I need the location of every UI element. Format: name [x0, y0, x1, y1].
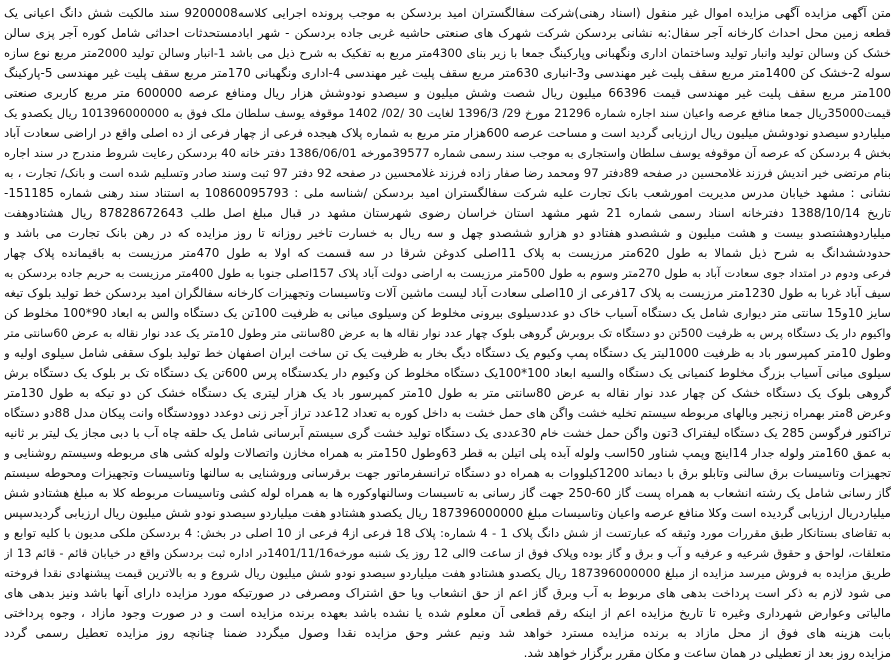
notice-line: مالیاتی وعوارض شهرداری وغیره تا تاریخ مزایده اعم از اینکه رقم قطعی آن معلوم شده یا نشده باشد بعهده برنده مزایده است و در صورت وجود مازاد ، وجوه پرداختی — [4, 606, 891, 620]
notice-line: بابت هزینه های فوق از محل مازاد به برنده مزایده مسترد خواهد شد ونیم عشر وحق مزایده نقدا وصول میگردد ضمنا چنانچه روز مزایده تعطیل رسمی گردد — [4, 626, 891, 640]
notice-line: میلیاردو سیصدو نودوشش میلیون ریال ارزیابی گردید است و مساحت عرصه 600هزار متر مربع به شماره پلاک هیجده فرعی از چهار فرعی از ده اصلی واقع در اراضی سعادت آباد — [4, 126, 891, 140]
notice-line: فرعی ودوم در امتداد جوی سعادت آباد به طول 270متر وسوم به طول 500متر مرزیست به اراضی دولت آباد پلاک 157اصلی جنوبا به طول 400متر مرزیست به حریم جاده بردسکن به — [4, 266, 891, 280]
notice-line: تاریخ 1388/10/14 دفترخانه اسناد رسمی شماره 21 شهر مشهد استان خراسان رضوی شهرستان مشهد در قبال مبلغ اصل طلب 87828672643 ریال هشتادوهفت — [4, 206, 891, 220]
notice-line: سیف آباد غربا به طول 1230متر مرزیست به پلاک 17فرعی از 10اصلی سعادت آباد لیست ماشین آلات وتاسیسات وتجهیزات کارخانه سفالگران امید بردسکن خط تولید بلوک تیغه — [4, 286, 891, 300]
notice-line: گروهی بلوک یک دستگاه خشک کن چهار عدد نوار نقاله به عرض 80سانتی متر به طول 10متر کمپرسور باد یک هزار لیتری یک دستگاه خشک کن دو تیکه به طول 130متر — [4, 386, 891, 400]
notice-line: متن آگهی مزایده آگهی مزایده اموال غیر منقول (اسناد رهنی)شرکت سفالگستران امید بردسکن به موجب پرونده اجرایی کلاسه9200008 سند مالکیت شش دانگ اعیانی یک — [4, 6, 891, 20]
notice-line: قطعه زمین محل احداث کارخانه آجر سفال:به نشانی بردسکن شرکت شهرک های صنعتی حاشیه غربی جاده بردسکن - شهر ابادمستحدثات احداثی شامل کوره آجر پزی سالن — [4, 26, 891, 40]
notice-line: میلیاردریال ارزیابی گردیده است وکلا منافع عرصه واعیان وتاسیسات مبلغ 187396000000 ریال یکصدو هشتادو هفت میلیاردو سیصدو نودو شش میلیون ریال ارزیابی گردیدسپس — [4, 506, 891, 520]
notice-line: سوله 2-خشک کن 1400متر مربع سقف پلیت غیر مهندسی و3-انباری 630متر مربع سقف پلیت غیر مهندسی 4-اداری ونگهبانی 170متر مربع سقف پلیت غیر مهندسی 5-پارکینگ — [4, 66, 891, 80]
notice-line: مزایده روز بعد از تعطیلی در همان ساعت و مکان مقرر برگزار خواهد شد. — [523, 646, 891, 660]
notice-line: بنام مرتضی خیر اندیش فرزند غلامحسین در صفحه 89دفتر 97 ومحمد رضا صفار زاده فرزند غلامحسین در صفحه 92 دفتر 97 ثبت وسند صادر وتسلیم شده است و بانک/ تجارت ، به — [4, 166, 891, 180]
notice-line: قیمت35000ریال جمعا منافع عرصه واعیان سند اجاره شماره 21296 مورخ 29/ 1396/3 لغایت 30 /02/ 1402 موقوفه یوسف سلطان ملک فوق به 101396000000 ریال یکصدو یک — [4, 106, 891, 120]
notice-line: به تقاضای بستانکار طبق مقررات مورد وثیقه که عبارتست از شش دانگ پلاک 1 - 4 شماره: پلاک 18 فرعی از4 فرعی از 10 اصلی در بخش: 4 بردسکن ملکی مدیون با کلیه توابع و — [4, 526, 891, 540]
notice-line: می شود لازم به ذکر است پرداخت بدهی های مربوط به آب وبرق گاز اعم از حق انشعاب ویا حق اشتراک ومصرفی در صورتیکه مورد مزایده دارای آنها باشد ونیز بدهی های — [4, 586, 891, 600]
notice-line: نشانی : مشهد خیابان مدرس مدیریت امورشعب بانک تجارت علیه شرکت سفالگستران امید بردسکن /شناسه ملی : 10860095793 به استناد سند رهنی شماره 151185- — [4, 186, 891, 200]
notice-line: سایز 10و15 سانتی متر دیواری شامل یک دستگاه آسیاب خاک دو عددسیلوی بیرونی مخلوط کن وسیلوی میانی به ظرفیت 100تن یک دستگاه والس به ابعاد 90*100 مخلوط کن — [4, 306, 891, 320]
notice-line: گاز رسانی شامل یک رشته انشعاب به همراه پست گاز 60-250 جهت گاز رسانی به تاسیسات وسالنهاوکوره ها به همراه لوله کشی وتاسیسات مربوطه کلا به مبلغ هشتادو شش — [4, 486, 891, 500]
notice-line: حدودششدانگ به شرح ذیل شمالا به طول 620متر مرزیست به پلاک 11اصلی کدوغن شرقا در سه قسمت که اولا به طول 470متر مرزیست به باقیمانده پلاک چهار — [4, 246, 891, 260]
notice-line: وعرض 8متر بهمراه زنجیر وبالهای مربوطه سیستم تخلیه خشت واگن های حمل خشت به داخل کوره به تعداد 12عدد تراز آجر زنی دوعدد دوودستگاه وانت پیکان مدل 88دو دستگاه — [4, 406, 891, 420]
notice-line: تراکتور فرگوسن 285 یک دستگاه لیفتراک 3تون واگن حمل خشت خام 30عددی یک دستگاه تولید خشت گری سیستم آبرسانی شامل یک حلقه چاه آب با دبی مجاز یک لیتر بر ثانیه — [4, 426, 891, 440]
notice-line: واکیوم دار یک دستگاه پرس به ظرفیت 500تن دو دستگاه تک بروبرش گروهی بلوک چهار عدد نوار نقاله ها به عرض 80سانتی متر وطول 10متر یک عدد نوار نقاله به عرض 60سانتی متر — [4, 326, 891, 340]
notice-line: بخش 4 بردسکن که عرصه آن موقوفه یوسف سلطان واستجاری به موجب سند رسمی شماره 39577مورخه 1386/06/01 دفتر خانه 40 بردسکن رعایت شروط مندرج در سند اجاره — [4, 146, 891, 160]
notice-line: میلیاردوهشتصدو بیست و هشت میلیون و ششصدو هفتادو دو هزارو ششصدو چهل و سه ریال به خسارت تاخیر روزانه تا روز مزایده که در رهن بانک تجارت می باشد و — [4, 226, 891, 240]
notice-line: به عمق 160متر ولوله جدار 14اینچ وپمپ شناور 50اسب ولوله آبده پلی اتیلن به قطر 63وطول 150متر به همراه مخازن واتصالات ولوله کشی های مربوطه وسیستم روشنایی و — [4, 446, 891, 460]
notice-line: خشک کن وسالن تولید وانبار تولید وساختمان اداری ونگهبانی وپارکینگ جمعا با زیر بنای 4300متر مربع به تفکیک به شرح ذیل می باشد 1-انبار وسالن تولید 2000متر مربع نوع سازه — [4, 46, 891, 60]
auction-notice-text — [4, 3, 891, 667]
notice-line: وطول 10متر کمپرسور باد به ظرفیت 1000لیتر یک دستگاه پمپ وکیوم یک دستگاه دیگ بخار به ظرفیت یک تن ساخت ایران اصفهان خط تولید بلوک سقفی شامل سیلوی اولیه و — [4, 346, 891, 360]
notice-line: متعلقات، لواحق و حقوق شرعیه و عرفیه و آب و برق و گاز بوده وپلاک فوق از ساعت 9الی 12 روز یک شنبه مورخه1401/11/16در اداره ثبت بردسکن واقع در خیابان قائم - قائم 13 از — [4, 546, 891, 560]
notice-line: سیلوی میانی آسیاب بزرگ مخلوط کنمیانی یک دستگاه والسیه ابعاد 100*100یک دستگاه مخلوط کن وکیوم دار یکدستگاه پرس 600تن یک دستگاه تک بر بلوک یک دستگاه برش — [4, 366, 891, 380]
notice-line: 100متر مربع سقف پلیت غیر مهندسی قیمت 66396 میلیون ریال شصت وشش میلیون و سیصدو نودوشش هزار ریال ومنافع عرصه 600000 متر مربع کاربری صنعتی — [4, 86, 891, 100]
notice-line: تجهیزات وتاسیسات برق سالنی وتابلو برق با دیماند 1200کیلووات به همراه دو دستگاه ترانسفرماتور جهت برقرسانی وروشنایی به سالنها وتاسیسات وتجهیزات ومحوطه سیستم — [4, 466, 891, 480]
notice-line: طریق مزایده به فروش میرسد مزایده از مبلغ 187396000000 ریال یکصدو هشتادو هفت میلیاردو سیصدو نودو شش میلیون ریال شروع و به بالاترین قیمت پیشنهادی نقدا فروخته — [4, 566, 891, 580]
